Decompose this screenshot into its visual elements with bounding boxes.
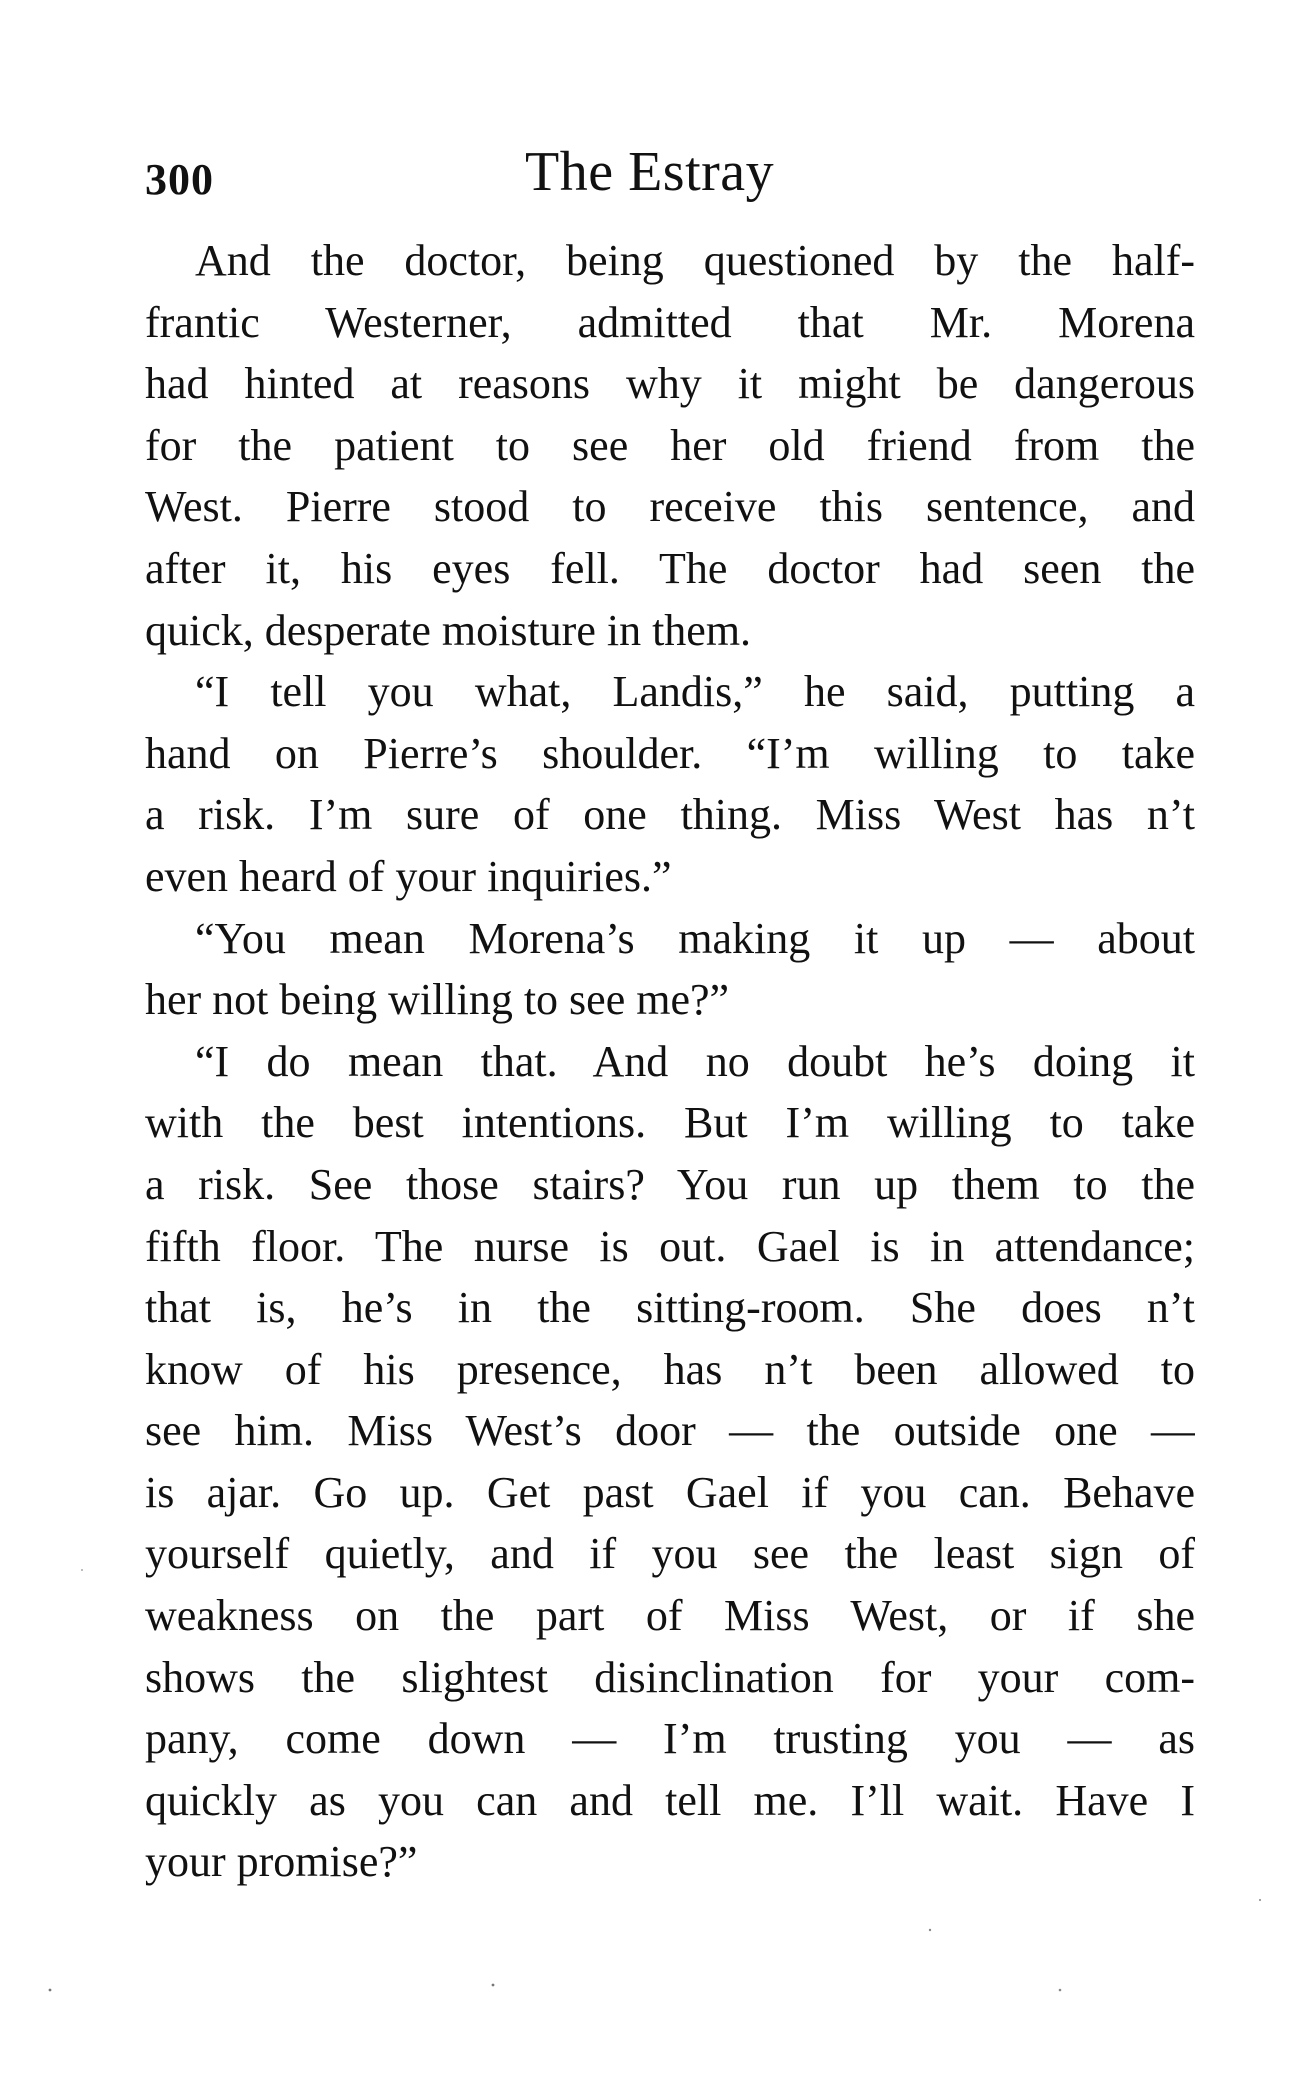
text-line: after it, his eyes fell. The doctor had seen the xyxy=(145,543,1195,593)
text-line: is ajar. Go up. Get past Gael if you can. Behave xyxy=(145,1467,1195,1517)
body-text xyxy=(145,230,1195,1893)
text-line: weakness on the part of Miss West, or if she xyxy=(145,1591,1195,1641)
text-line: hand on Pierre’s shoulder. “I’m willing to take xyxy=(145,728,1195,778)
speck xyxy=(49,1989,52,1992)
text-line: that is, he’s in the sitting-room. She does n’t xyxy=(145,1283,1195,1333)
text-line: And the doctor, being questioned by the half- xyxy=(195,236,1195,285)
text-line: “You mean Morena’s making it up — about xyxy=(195,913,1195,963)
text-line: West. Pierre stood to receive this sentence, and xyxy=(145,482,1195,532)
speck xyxy=(492,1984,495,1987)
book-title: The Estray xyxy=(525,141,775,203)
paragraph-4 xyxy=(145,1031,1195,1893)
running-head xyxy=(145,140,1195,220)
page-number: 300 xyxy=(145,155,214,204)
speck xyxy=(1059,1989,1062,1992)
text-line: for the patient to see her old friend from the xyxy=(145,420,1195,470)
text-line: her not being willing to see me?” xyxy=(145,975,730,1025)
text-line: yourself quietly, and if you see the least sign of xyxy=(145,1529,1195,1579)
text-line: know of his presence, has n’t been allowed to xyxy=(145,1344,1195,1394)
text-line: fifth floor. The nurse is out. Gael is in attendance; xyxy=(145,1221,1195,1271)
paragraph-3 xyxy=(145,908,1195,1031)
text-line: even heard of your inquiries.” xyxy=(145,851,672,901)
text-line: your promise?” xyxy=(145,1837,418,1887)
text-line: quick, desperate moisture in them. xyxy=(145,605,752,655)
paragraph-2 xyxy=(145,661,1195,907)
text-line: with the best intentions. But I’m willing to take xyxy=(145,1098,1195,1148)
speck xyxy=(929,1929,931,1931)
text-line: quickly as you can and tell me. I’ll wait. Have I xyxy=(145,1775,1195,1825)
text-line: shows the slightest disinclination for your com- xyxy=(145,1652,1195,1702)
speck xyxy=(81,1569,83,1571)
text-line: “I do mean that. And no doubt he’s doing it xyxy=(195,1036,1195,1086)
text-line: a risk. I’m sure of one thing. Miss West has n’t xyxy=(145,790,1195,840)
text-line: pany, come down — I’m trusting you — as xyxy=(145,1714,1195,1764)
paragraph-1 xyxy=(145,230,1195,661)
text-line: “I tell you what, Landis,” he said, putting a xyxy=(195,667,1195,717)
speck xyxy=(1259,1899,1261,1901)
text-line: had hinted at reasons why it might be dangerous xyxy=(145,359,1195,409)
text-line: frantic Westerner, admitted that Mr. Morena xyxy=(145,297,1195,347)
text-line: a risk. See those stairs? You run up them to the xyxy=(145,1159,1195,1209)
text-line: see him. Miss West’s door — the outside one — xyxy=(145,1406,1195,1456)
